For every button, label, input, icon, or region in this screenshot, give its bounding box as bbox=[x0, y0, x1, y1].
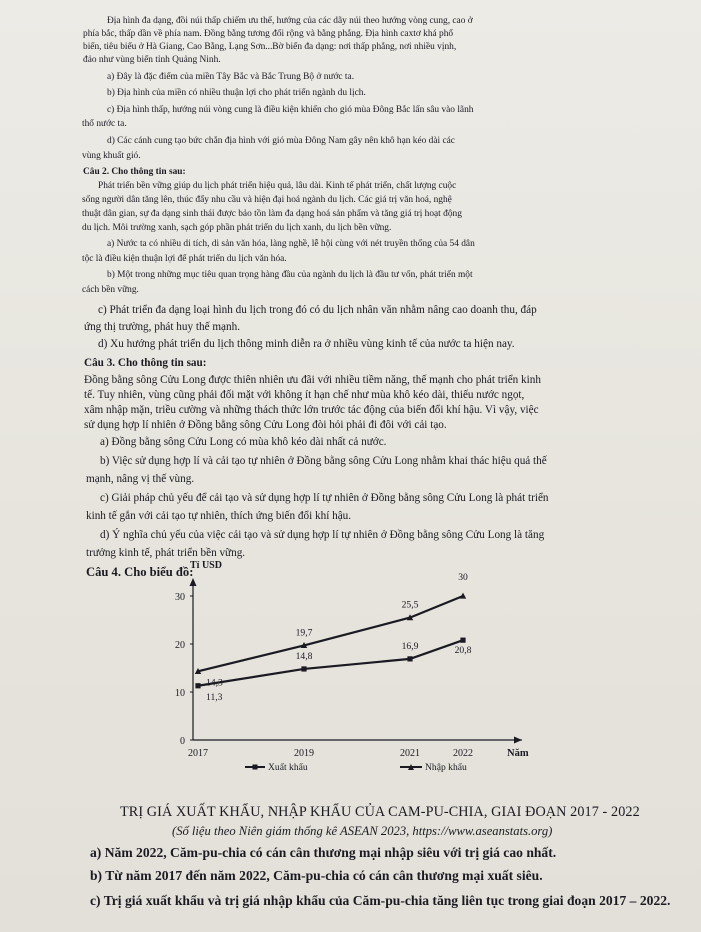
q2-text-line-1: Phát triển bền vững giúp du lịch phát triển hiệu quả, lâu dài. Kinh tế phát triển, chất lượng cuộc bbox=[98, 181, 457, 191]
q4-title: Câu 4. Cho biểu đồ: bbox=[86, 565, 194, 579]
intro-line-1: Địa hình đa dạng, đồi núi thấp chiếm ưu thế, hướng của các dãy núi theo hướng vòng cung, cao ở bbox=[107, 16, 473, 26]
q1-option-c-line-1: c) Địa hình thấp, hướng núi vòng cung là điều kiện khiến cho gió mùa Đông Bắc lấn sâu vào lãnh bbox=[107, 105, 474, 115]
q3-text-line-3: xâm nhập mặn, triều cường và những thách thức lớn trước tác động của biến đổi khí hậu. Vì vậy, việc bbox=[84, 404, 539, 416]
y-axis-label: Tỉ USD bbox=[190, 560, 222, 571]
q2-text-line-3: thuật dân gian, sự đa dạng sinh thái được bảo tồn làm đa dạng hoá sản phẩm và tăng giá trị hoạt động bbox=[82, 209, 462, 219]
import-data-label: 19,7 bbox=[295, 627, 313, 639]
x-tick-label: 2019 bbox=[294, 748, 314, 759]
chart-source: (Số liệu theo Niên giám thống kê ASEAN 2023, https://www.aseanstats.org) bbox=[172, 824, 553, 838]
q2-option-c-line-2: ứng thị trường, phát huy thế mạnh. bbox=[84, 321, 241, 333]
import-data-label: 25,5 bbox=[401, 599, 419, 611]
q3-option-b-line-1: b) Việc sử dụng hợp lí và cải tạo tự nhiên ở Đồng bằng sông Cửu Long nhằm khai thác hiệu quả thế bbox=[100, 455, 547, 467]
q3-option-a: a) Đồng bằng sông Cửu Long có mùa khô kéo dài nhất cả nước. bbox=[100, 436, 387, 448]
intro-line-4: đảo như vùng biển tỉnh Quảng Ninh. bbox=[83, 55, 221, 65]
q2-option-b-line-1: b) Một trong những mục tiêu quan trọng hàng đầu của ngành du lịch là đầu tư vốn, phát triển một bbox=[107, 270, 473, 280]
y-axis-arrow bbox=[190, 578, 197, 586]
export-point bbox=[195, 683, 200, 688]
legend-export-marker bbox=[253, 765, 258, 770]
x-tick-label: 2017 bbox=[188, 748, 208, 759]
q4-option-b: b) Từ năm 2017 đến năm 2022, Căm-pu-chia có cán cân thương mại xuất siêu. bbox=[90, 868, 543, 883]
import-series-line bbox=[198, 596, 463, 671]
q2-option-c-line-1: c) Phát triển đa dạng loại hình du lịch trong đó có du lịch nhân văn nhằm nâng cao doanh thu, đáp bbox=[98, 304, 537, 316]
q3-option-c-line-2: kinh tế gắn với cải tạo tự nhiên, thích ứng biến đổi khí hậu. bbox=[86, 510, 352, 522]
q3-option-c-line-1: c) Giải pháp chủ yếu để cải tạo và sử dụng hợp lí tự nhiên ở Đồng bằng sông Cửu Long là phát triển bbox=[100, 492, 549, 504]
q2-option-a-line-2: tộc là điều kiện thuận lợi để phát triển du lịch văn hóa. bbox=[82, 254, 287, 264]
export-data-label: 20,8 bbox=[454, 645, 472, 657]
q2-text-line-2: sống người dân tăng lên, thúc đẩy nhu cầu và hiện đại hoá ngành du lịch. Các giá trị văn hoá, nghệ bbox=[82, 195, 452, 205]
import-data-label: 14,3 bbox=[206, 677, 223, 689]
intro-line-2: phía bắc, thấp dần về phía nam. Đồng bằng tương đối rộng và bằng phẳng. Địa hình caxtơ khá phổ bbox=[83, 29, 454, 39]
q2-option-a-line-1: a) Nước ta có nhiều di tích, di sản văn hóa, làng nghề, lễ hội cùng với nét truyền thống của 54 dân bbox=[107, 239, 475, 249]
q3-option-d-line-2: trưởng kinh tế, phát triển bền vững. bbox=[86, 547, 246, 559]
export-data-label: 16,9 bbox=[401, 640, 419, 652]
q4-option-c: c) Trị giá xuất khẩu và trị giá nhập khẩu của Căm-pu-chia tăng liên tục trong giai đoạn 2017 – 2022. bbox=[90, 893, 671, 908]
x-tick-label: 2021 bbox=[400, 748, 420, 759]
q3-option-b-line-2: mạnh, nâng vị thế vùng. bbox=[86, 473, 195, 485]
y-tick-label: 30 bbox=[175, 592, 185, 603]
x-axis-label: Năm bbox=[507, 748, 529, 759]
q1-option-d-line-2: vùng khuất gió. bbox=[82, 151, 141, 161]
legend-import-label: Nhập khẩu bbox=[425, 762, 467, 773]
chart-title: TRỊ GIÁ XUẤT KHẨU, NHẬP KHẨU CỦA CAM-PU-CHIA, GIAI ĐOẠN 2017 - 2022 bbox=[120, 804, 640, 820]
export-point bbox=[301, 666, 306, 671]
q3-title: Câu 3. Cho thông tin sau: bbox=[84, 357, 207, 369]
x-tick-label: 2022 bbox=[453, 748, 473, 759]
q3-text-line-2: tế. Tuy nhiên, vùng cũng phải đối mặt với không ít hạn chế như mùa khô kéo dài, thiếu nước ngọt, bbox=[84, 389, 525, 401]
x-axis-arrow bbox=[514, 737, 522, 744]
legend-export-label: Xuất khẩu bbox=[268, 762, 308, 773]
export-data-label: 14,8 bbox=[295, 650, 313, 662]
export-data-label: 11,3 bbox=[206, 691, 223, 703]
q4-option-a: a) Năm 2022, Căm-pu-chia có cán cân thương mại nhập siêu với trị giá cao nhất. bbox=[90, 845, 557, 860]
y-tick-label: 0 bbox=[180, 736, 185, 747]
q3-option-d-line-1: d) Ý nghĩa chủ yếu của việc cải tạo và sử dụng hợp lí tự nhiên ở Đồng bằng sông Cửu Long là tăng bbox=[100, 529, 545, 541]
import-point bbox=[460, 593, 466, 599]
q2-text-line-4: du lịch. Môi trường xanh, sạch góp phần phát triển du lịch xanh, du lịch bền vững. bbox=[82, 223, 392, 233]
export-series-line bbox=[198, 640, 463, 689]
q2-option-d: d) Xu hướng phát triển du lịch thông minh diễn ra ở nhiều vùng kinh tế của nước ta hiện nay. bbox=[98, 338, 515, 350]
q1-option-d-line-1: d) Các cánh cung tạo bức chắn địa hình với gió mùa Đông Nam gây nên khô hạn kéo dài các bbox=[107, 136, 455, 146]
line-chart bbox=[150, 556, 570, 780]
q1-option-b: b) Địa hình của miền có nhiều thuận lợi cho phát triển ngành du lịch. bbox=[107, 88, 366, 98]
import-data-label: 30 bbox=[458, 572, 468, 583]
q2-title: Câu 2. Cho thông tin sau: bbox=[83, 167, 186, 177]
q3-text-line-1: Đồng bằng sông Cửu Long được thiên nhiên ưu đãi với nhiều tiềm năng, thế mạnh cho phát triển kinh bbox=[84, 374, 541, 386]
q2-option-b-line-2: cách bền vững. bbox=[82, 285, 139, 295]
y-tick-label: 20 bbox=[175, 640, 185, 651]
export-point bbox=[407, 656, 412, 661]
q3-text-line-4: sử dụng hợp lí nhiên ở Đồng bằng sông Cửu Long đòi hỏi phải đi đôi với cải tạo. bbox=[84, 419, 447, 431]
q1-option-a: a) Đây là đặc điểm của miền Tây Bắc và Bắc Trung Bộ ở nước ta. bbox=[107, 72, 355, 82]
q1-option-c-line-2: thổ nước ta. bbox=[82, 119, 127, 129]
y-tick-label: 10 bbox=[175, 688, 185, 699]
intro-line-3: biến, tiêu biểu ở Hà Giang, Cao Bằng, Lạng Sơn...Bờ biển đa dạng: nơi thấp phẳng, nơi nhiều vịnh, bbox=[83, 42, 457, 52]
export-point bbox=[460, 638, 465, 643]
